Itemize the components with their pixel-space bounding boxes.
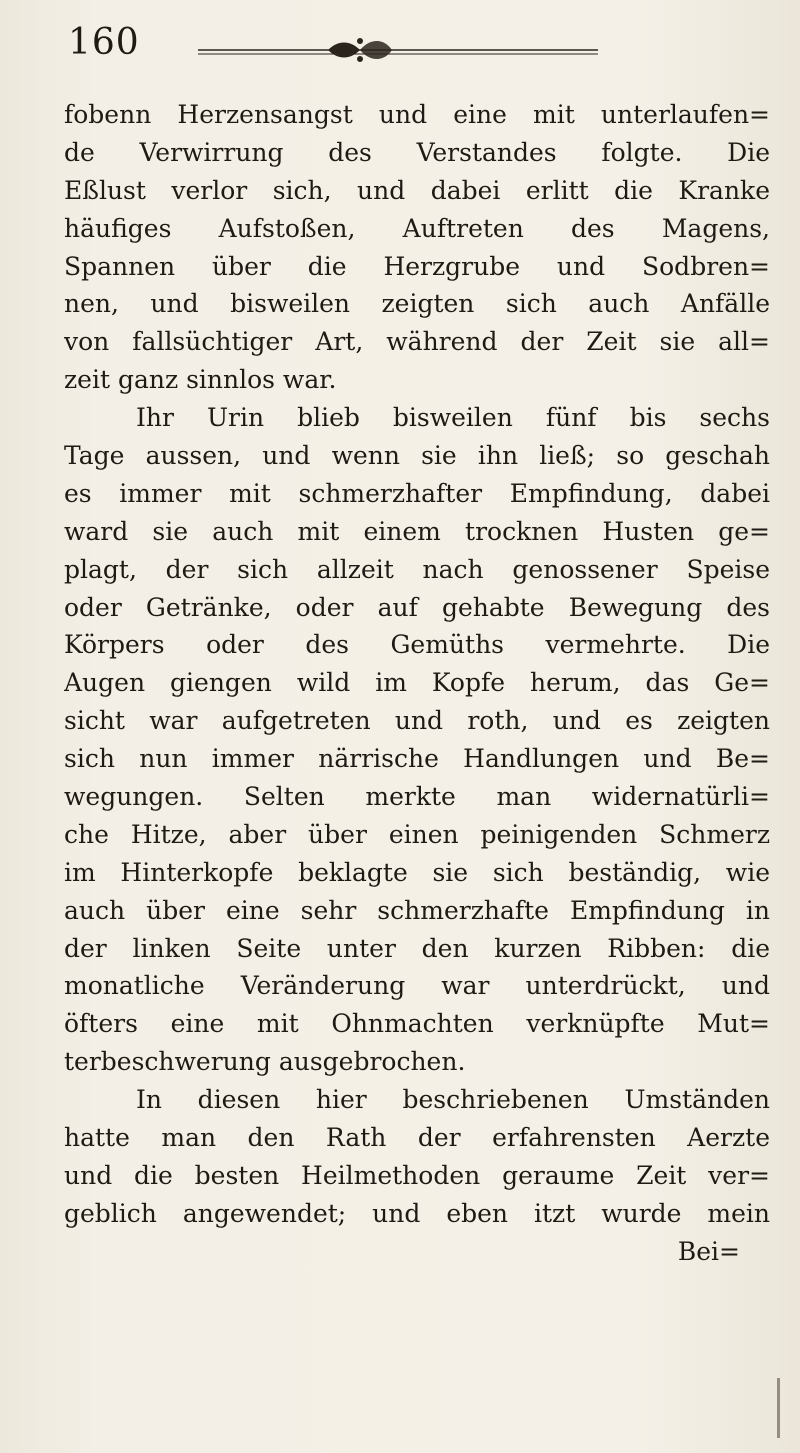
- text-line: Augen giengen wild im Kopfe herum, das Ge=: [64, 668, 770, 698]
- page-edge-mark: [777, 1378, 780, 1438]
- catchword: Bei=: [677, 1236, 740, 1266]
- text-line: fobenn Herzensangst und eine mit unterlaufen=: [64, 100, 770, 129]
- text-line: In diesen hier beschriebenen Umständen: [136, 1085, 770, 1115]
- text-line: im Hinterkopfe beklagte sie sich beständig, wie: [64, 857, 770, 887]
- body-text: [64, 96, 770, 1271]
- text-line: geblich angewendet; und eben itzt wurde mein: [64, 1198, 770, 1228]
- page-number: 160: [68, 22, 140, 63]
- text-line: öfters eine mit Ohnmachten verknüpfte Mut=: [64, 1009, 770, 1039]
- text-line: Ihr Urin blieb bisweilen fünf bis sechs: [136, 403, 770, 433]
- text-line: hatte man den Rath der erfahrensten Aerzte: [64, 1123, 770, 1153]
- text-line: es immer mit schmerzhafter Empfindung, dabei: [64, 478, 770, 508]
- text-line: terbeschwerung ausgebrochen.: [64, 1047, 466, 1077]
- text-line: de Verwirrung des Verstandes folgte. Die: [64, 137, 770, 167]
- text-line: der linken Seite unter den kurzen Ribben: die: [64, 933, 770, 963]
- text-line: oder Getränke, oder auf gehabte Bewegung des: [64, 592, 770, 622]
- text-line: wegungen. Selten merkte man widernatürli=: [64, 782, 770, 812]
- text-line: che Hitze, aber über einen peinigenden Schmerz: [64, 819, 770, 849]
- text-line: Körpers oder des Gemüths vermehrte. Die: [64, 630, 770, 660]
- text-line: häufiges Aufstoßen, Auftreten des Magens,: [64, 213, 770, 243]
- text-line: Eßlust verlor sich, und dabei erlitt die Kranke: [64, 175, 770, 205]
- page-header: [68, 18, 538, 78]
- text-line: Spannen über die Herzgrube und Sodbren=: [64, 251, 770, 281]
- header-ornament-rule: [198, 36, 598, 64]
- text-line: Tage aussen, und wenn sie ihn ließ; so geschah: [64, 441, 770, 471]
- text-line: auch über eine sehr schmerzhafte Empfindung in: [64, 895, 770, 925]
- text-line: zeit ganz sinnlos war.: [64, 365, 337, 395]
- text-line: sicht war aufgetreten und roth, und es zeigten: [64, 706, 770, 736]
- text-line: von fallsüchtiger Art, während der Zeit sie all=: [64, 327, 770, 357]
- text-line: nen, und bisweilen zeigten sich auch Anfälle: [64, 289, 770, 319]
- text-line: plagt, der sich allzeit nach genossener Speise: [64, 554, 770, 584]
- text-line: und die besten Heilmethoden geraume Zeit ver=: [64, 1160, 770, 1190]
- text-line: ward sie auch mit einem trocknen Husten ge=: [64, 516, 770, 546]
- text-line: monatliche Veränderung war unterdrückt, und: [64, 971, 770, 1001]
- text-line: sich nun immer närrische Handlungen und Be=: [64, 744, 770, 774]
